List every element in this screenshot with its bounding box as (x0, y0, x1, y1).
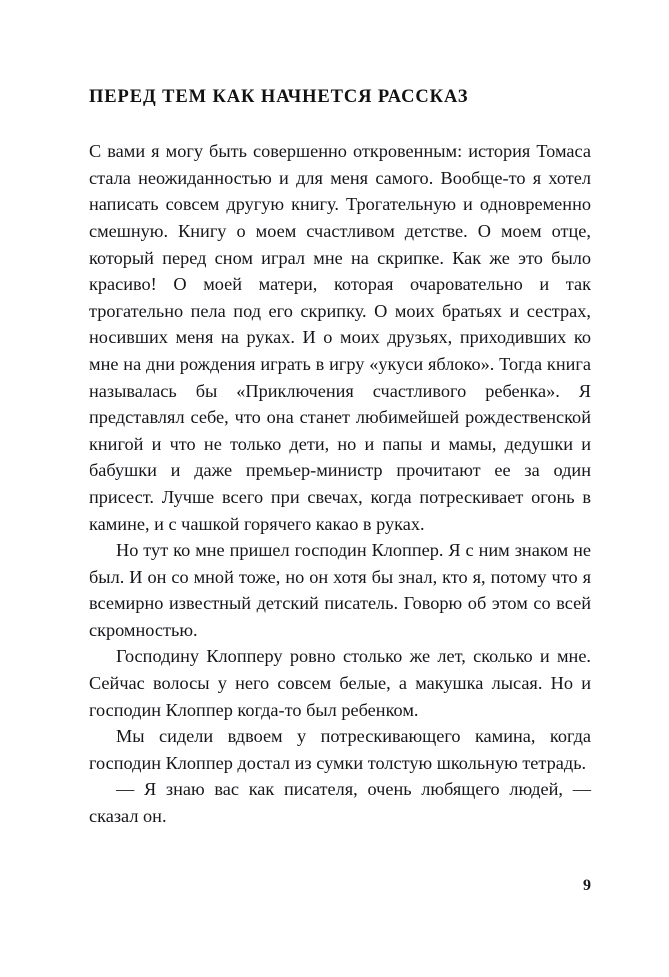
paragraph: Но тут ко мне пришел господин Клоппер. Я с ним знаком не был. И он со мной тоже, но он хотя бы знал, кто я, потому что я всемирно известный детский писатель. Говорю об этом со всей скромностью. (89, 540, 591, 640)
paragraph: — Я знаю вас как писателя, очень любящего людей, — сказал он. (89, 779, 591, 827)
paragraph: С вами я могу быть совершенно откровенным: история Томаса стала неожиданностью и для меня самого. Вообще-то я хотел написать совсем другую книгу. Трогательную и одновременно смешную. Книгу о моем счастливом детстве. О моем отце, который перед сном играл мне на скрипке. Как же это было красиво! О моей матери, которая очаровательно и так трогательно пела под его скрипку. О моих братьях и сестрах, носивших меня на руках. И о моих друзьях, приходивших ко мне на дни рождения играть в игру «укуси яблоко». Тогда книга называлась бы «Приключения счастливого ребенка». Я представлял себе, что она станет любимейшей рождественской книгой и что не только дети, но и папы и мамы, дедушки и бабушки и даже премьер-министр прочитают ее за один присест. Лучше всего при свечах, когда потрескивает огонь в камине, и с чашкой горячего какао в руках. (89, 141, 591, 534)
body-text (89, 138, 591, 829)
chapter-title: ПЕРЕД ТЕМ КАК НАЧНЕТСЯ РАССКАЗ (89, 87, 469, 107)
paragraph: Мы сидели вдвоем у потрескивающего камина, когда господин Клоппер достал из сумки толстую школьную тетрадь. (89, 726, 591, 773)
page-number: 9 (583, 877, 591, 894)
paragraph: Господину Клопперу ровно столько же лет, сколько и мне. Сейчас волосы у него совсем белые, а макушка лысая. Но и господин Клоппер когда-то был ребенком. (89, 646, 591, 720)
